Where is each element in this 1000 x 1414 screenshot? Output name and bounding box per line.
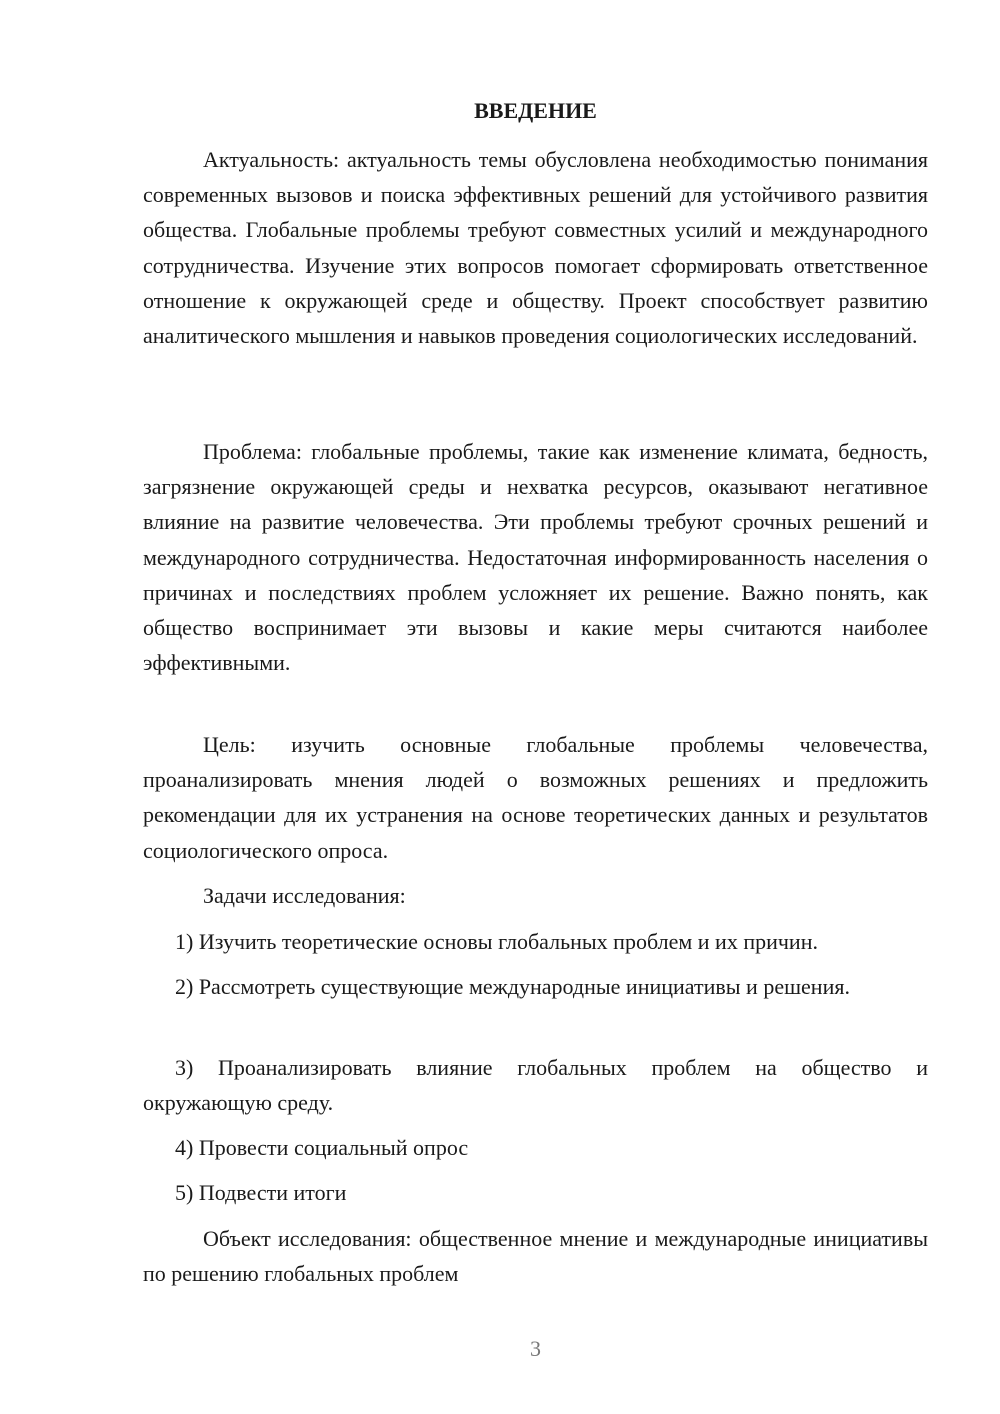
task-item-5: 5) Подвести итоги [175, 1180, 347, 1205]
task-item-2: 2) Рассмотреть существующие международные инициативы и решения. [175, 974, 850, 999]
paragraph-problem: Проблема: глобальные проблемы, такие как изменение климата, бедность, загрязнение окружающей среды и нехватка ресурсов, оказывают негативное влияние на развитие человечества. Эти проблемы требуют срочных решений и международного сотрудничества. Недостаточная информированность населения о причинах и последствиях проблем усложняет их решение. Важно понять, как общество воспринимает эти вызовы и какие меры считаются наиболее эффективными. [143, 439, 928, 676]
tasks-heading: Задачи исследования: [203, 883, 406, 908]
page-number: 3 [530, 1336, 541, 1361]
section-title: ВВЕДЕНИЕ [474, 98, 597, 123]
task-item-3: 3) Проанализировать влияние глобальных проблем на общество и окружающую среду. [143, 1055, 928, 1116]
paragraph-relevance: Актуальность: актуальность темы обусловлена необходимостью понимания современных вызовов и поиска эффективных решений для устойчивого развития общества. Глобальные проблемы требуют совместных усилий и международного сотрудничества. Изучение этих вопросов помогает сформировать ответственное отношение к окружающей среде и обществу. Проект способствует развитию аналитического мышления и навыков проведения социологических исследований. [143, 147, 928, 349]
task-item-1: 1) Изучить теоретические основы глобальных проблем и их причин. [175, 929, 818, 954]
task-item-4: 4) Провести социальный опрос [175, 1135, 469, 1160]
paragraph-goal: Цель: изучить основные глобальные проблемы человечества, проанализировать мнения людей о возможных решениях и предложить рекомендации для их устранения на основе теоретических данных и результатов социологического опроса. [143, 732, 928, 863]
paragraph-object: Объект исследования: общественное мнение и международные инициативы по решению глобальных проблем [143, 1226, 928, 1287]
